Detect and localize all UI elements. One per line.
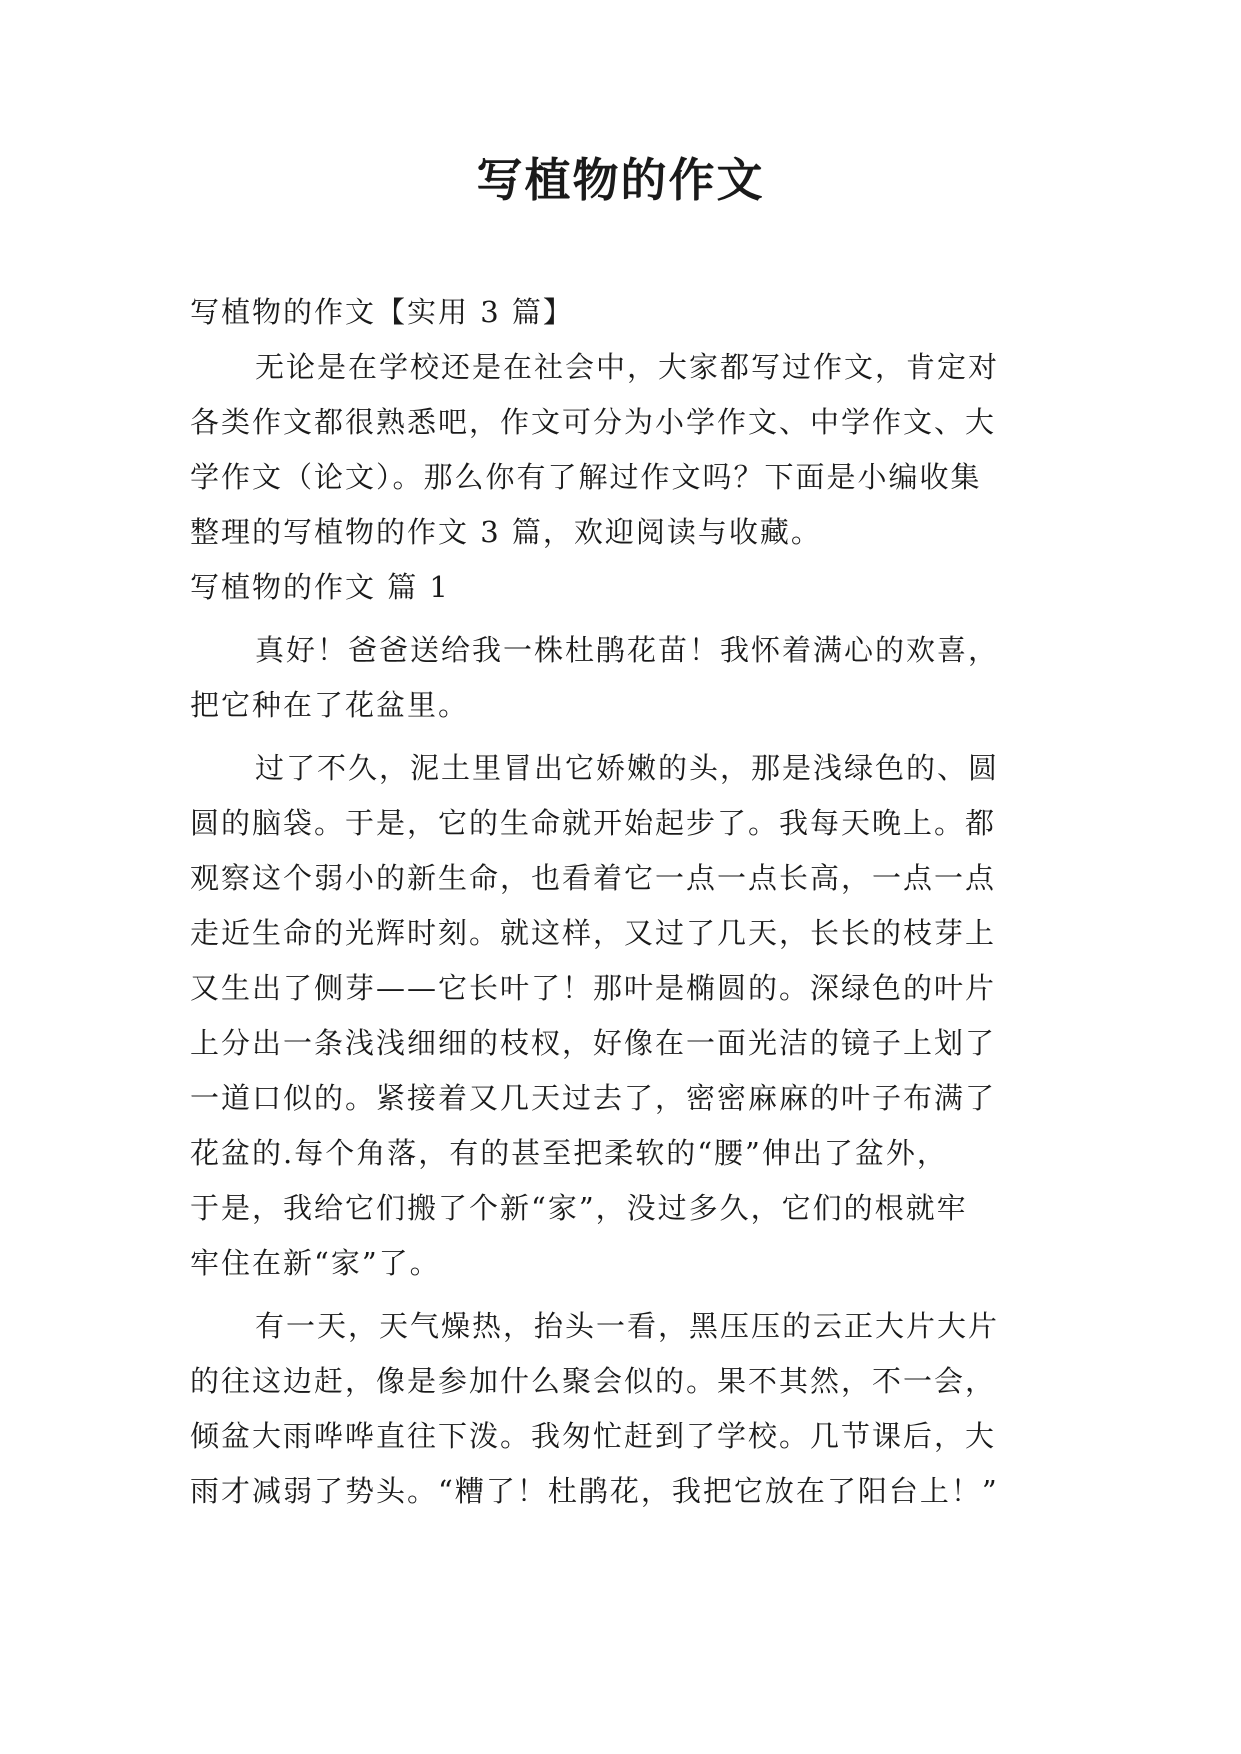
para2-line-7: 一道口似的。紧接着又几天过去了，密密麻麻的叶子布满了	[190, 1081, 997, 1115]
intro-line-3: 学作文（论文）。那么你有了解过作文吗？下面是小编收集	[190, 460, 982, 494]
intro-line-1: 无论是在学校还是在社会中，大家都写过作文，肯定对	[255, 350, 1000, 384]
para1-line-1: 真好！爸爸送给我一株杜鹃花苗！我怀着满心的欢喜，	[255, 633, 1000, 667]
intro-line-4: 整理的写植物的作文 3 篇，欢迎阅读与收藏。	[190, 515, 822, 549]
para3-line-2: 的往这边赶，像是参加什么聚会似的。果不其然，不一会，	[190, 1364, 997, 1398]
para2-line-6: 上分出一条浅浅细细的枝杈，好像在一面光洁的镜子上划了	[190, 1026, 997, 1060]
para2-line-4: 走近生命的光辉时刻。就这样，又过了几天，长长的枝芽上	[190, 916, 997, 950]
para2-line-1: 过了不久，泥土里冒出它娇嫩的头，那是浅绿色的、圆	[255, 751, 1000, 785]
para2-line-9: 于是，我给它们搬了个新“家”，没过多久，它们的根就牢	[190, 1191, 968, 1225]
para2-line-5: 又生出了侧芽——它长叶了！那叶是椭圆的。深绿色的叶片	[190, 971, 997, 1005]
subtitle-line: 写植物的作文【实用 3 篇】	[190, 295, 574, 329]
para1-line-2: 把它种在了花盆里。	[190, 688, 470, 722]
para2-line-10: 牢住在新“家”了。	[190, 1246, 441, 1280]
para2-line-3: 观察这个弱小的新生命，也看着它一点一点长高，一点一点	[190, 861, 997, 895]
para2-line-8: 花盆的.每个角落，有的甚至把柔软的“腰”伸出了盆外，	[190, 1136, 948, 1170]
para3-line-3: 倾盆大雨哗哗直往下泼。我匆忙赶到了学校。几节课后，大	[190, 1419, 997, 1453]
document-title: 写植物的作文	[476, 153, 765, 207]
para2-line-2: 圆的脑袋。于是，它的生命就开始起步了。我每天晚上。都	[190, 806, 997, 840]
intro-line-2: 各类作文都很熟悉吧，作文可分为小学作文、中学作文、大	[190, 405, 997, 439]
para3-line-1: 有一天，天气燥热，抬头一看，黑压压的云正大片大片	[255, 1309, 1000, 1343]
document-body	[190, 285, 1050, 1519]
para3-line-4: 雨才减弱了势头。“糟了！杜鹃花，我把它放在了阳台上！”	[190, 1474, 999, 1508]
section-heading: 写植物的作文 篇 1	[190, 570, 450, 604]
